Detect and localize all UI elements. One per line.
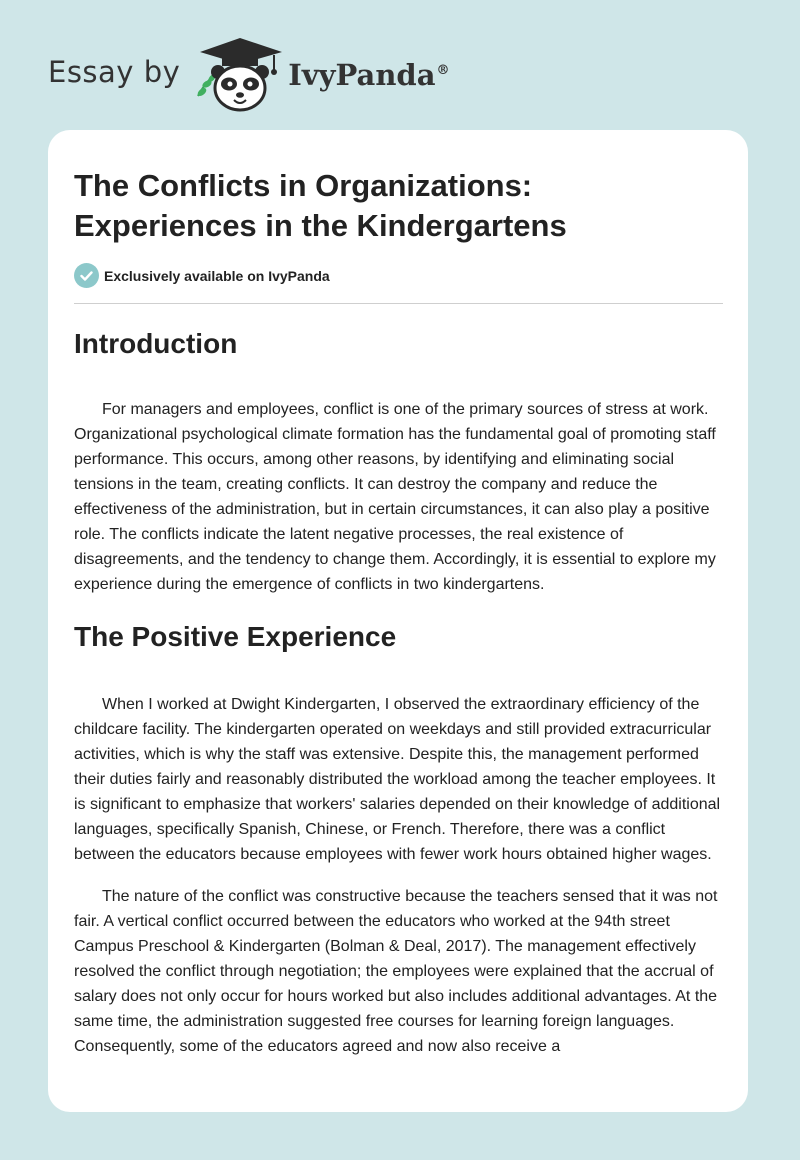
brand-name-text: IvyPanda — [288, 58, 436, 92]
brand-header — [48, 34, 450, 114]
panda-graduate-logo-icon[interactable] — [194, 34, 286, 114]
paragraph: For managers and employees, conflict is one of the primary sources of stress at work. Organizational psychological climate formation has the fundamental goal of promoting staff performance. This occurs, among other reasons, by identifying and eliminating social tensions in the team, creating conflicts. It can destroy the company and reduce the effectiveness of the administration, but in certain circumstances, it can also play a positive role. The conflicts indicate the latent negative processes, the real existence of disagreements, and the tendency to change them. Accordingly, it is essential to explore my experience during the emergence of conflicts in two kindergartens. — [74, 401, 716, 593]
brand-name[interactable] — [288, 58, 449, 92]
title-divider — [74, 303, 723, 304]
section-heading-positive-experience: The Positive Experience — [74, 621, 397, 652]
brand-prefix: Essay by — [48, 55, 181, 89]
title-line-2: Experiences in the Kindergartens — [74, 208, 567, 243]
essay-card — [48, 130, 748, 1112]
exclusive-badge — [74, 263, 330, 288]
check-circle-icon — [74, 263, 99, 288]
paragraph: When I worked at Dwight Kindergarten, I observed the extraordinary efficiency of the childcare facility. The kindergarten operated on weekdays and still provided extracurricular activities, which is why the staff was extensive. Despite this, the management performed their duties fairly and reasonably distributed the workload among the teacher employees. It is significant to emphasize that workers' salaries depended on their knowledge of additional languages, specifically Spanish, Chinese, or French. Therefore, there was a conflict between the educators because employees with fewer work hours obtained higher wages. — [74, 696, 721, 863]
paragraph: The nature of the conflict was constructive because the teachers sensed that it was not fair. A vertical conflict occurred between the educators who worked at the 94th street Campus Preschool & Kindergarten (Bolman & Deal, 2017). The management effectively resolved the conflict through negotiation; the employees were explained that the accrual of salary does not only occur for hours worked but also includes additional advantages. At the same time, the administration suggested free courses for learning foreign languages. Consequently, some of the educators agreed and now also receive a — [74, 888, 718, 1055]
page-title — [74, 166, 723, 246]
title-line-1: The Conflicts in Organizations: — [74, 168, 533, 203]
registered-mark: ® — [436, 63, 450, 79]
section-heading-introduction: Introduction — [74, 328, 238, 359]
essay-body — [74, 322, 723, 1059]
badge-text: Exclusively available on IvyPanda — [104, 267, 330, 284]
